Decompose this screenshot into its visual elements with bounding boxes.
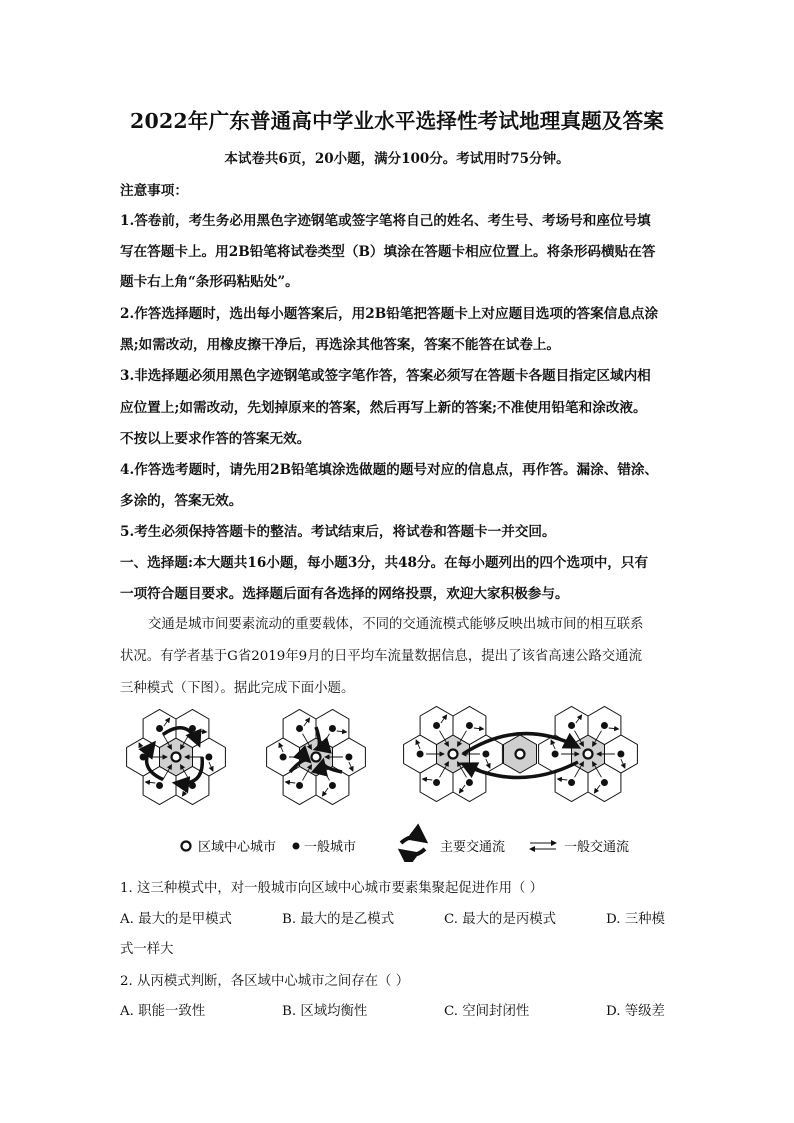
- passage-line: 交通是城市间要素流动的重要载体，不同的交通流模式能够反映出城市间的相互联系: [148, 617, 644, 632]
- general-city: [296, 782, 303, 789]
- note-line: 1.答卷前，考生务必用黑色字迹钢笔或签字笔将自己的姓名、考生号、考场号和座位号填: [120, 213, 651, 229]
- note-line: 3.非选择题必须用黑色字迹钢笔或签字笔作答，答案必须写在答题卡各题目指定区域内相: [120, 368, 651, 384]
- q1-option-d-wrap: 式一样大: [120, 942, 174, 957]
- center-city: [312, 753, 321, 762]
- note-line: 4.作答选考题时，请先用2B铅笔填涂选做题的题号对应的信息点，再作答。漏涂、错涂、: [120, 462, 659, 478]
- note-line: 5.考生必须保持答题卡的整洁。考试结束后，将试卷和答题卡一并交回。: [120, 524, 556, 540]
- q2-option-a: A. 职能一致性: [120, 1004, 206, 1019]
- figure-legend: [182, 837, 630, 855]
- exam-info: 本试卷共6页，20小题，满分100分。考试用时75分钟。: [224, 151, 570, 167]
- general-city: [466, 722, 473, 729]
- passage-line: 状况。有学者基于G省2019年9月的日平均车流量数据信息，提出了该省高速公路交通流: [120, 649, 642, 664]
- general-city-symbol: [293, 843, 300, 850]
- general-city: [466, 779, 473, 786]
- general-city: [433, 779, 440, 786]
- general-city: [617, 751, 624, 758]
- general-city: [417, 751, 424, 758]
- general-city: [156, 725, 163, 732]
- note-line: 黑;如需改动，用橡皮擦干净后，再选涂其他答案，答案不能答在试卷上。: [120, 337, 561, 353]
- center-city: [516, 750, 525, 759]
- note-line: 写在答题卡上。用2B铅笔将试卷类型（B）填涂在答题卡相应位置上。将条形码横贴在答: [120, 244, 656, 260]
- legend-general-city: 一般城市: [304, 840, 357, 855]
- q2-option-c: C. 空间封闭性: [444, 1004, 530, 1019]
- legend-main-flow: 主要交通流: [440, 840, 506, 855]
- general-city: [156, 782, 163, 789]
- q2-option-d: D. 等级差: [606, 1004, 665, 1019]
- q1-option-a: A. 最大的是甲模式: [120, 912, 232, 927]
- note-line: 应位置上;如需改动，先划掉原来的答案，然后再写上新的答案;不准使用铅笔和涂改液。: [120, 400, 647, 416]
- general-flow-icon: [530, 843, 556, 849]
- passage-line: 三种模式（下图）。据此完成下面小题。: [120, 681, 355, 696]
- general-city: [296, 725, 303, 732]
- center-city: [449, 750, 458, 759]
- general-city: [345, 754, 352, 761]
- general-city: [601, 722, 608, 729]
- note-line: 不按以上要求作答的答案无效。: [120, 431, 311, 447]
- note-line: 多涂的，答案无效。: [120, 493, 243, 509]
- center-city: [584, 750, 593, 759]
- note-line: 题卡右上角“条形码粘贴处”。: [120, 274, 299, 290]
- general-city: [280, 754, 287, 761]
- q1-option-c: C. 最大的是丙模式: [444, 912, 557, 927]
- general-city: [552, 751, 559, 758]
- section-heading: 一项符合题目要求。选择题后面有各选择的网络投票，欢迎大家积极参与。: [120, 586, 569, 602]
- general-city: [568, 722, 575, 729]
- center-city: [172, 753, 181, 762]
- general-city: [601, 779, 608, 786]
- legend-general-flow: 一般交通流: [564, 840, 630, 855]
- page-title: 2022年广东普通高中学业水平选择性考试地理真题及答案: [130, 109, 664, 133]
- legend-center-city: 区域中心城市: [198, 840, 277, 855]
- general-city: [433, 722, 440, 729]
- general-city: [329, 725, 336, 732]
- section-heading: 一、选择题:本大题共16小题，每小题3分，共48分。在每小题列出的四个选项中，只有: [120, 555, 649, 571]
- question-2-stem: 2. 从丙模式判断，各区域中心城市之间存在（ ）: [120, 974, 410, 989]
- general-city: [205, 754, 212, 761]
- q2-option-b: B. 区域均衡性: [282, 1004, 368, 1019]
- general-city: [329, 782, 336, 789]
- question-1-stem: 1. 这三种模式中，对一般城市向区域中心城市要素集聚起促进作用（ ）: [120, 881, 544, 896]
- note-line: 2.作答选择题时，选出每小题答案后，用2B铅笔把答题卡上对应题目选项的答案信息点涂: [120, 306, 659, 322]
- general-city: [482, 751, 489, 758]
- q1-option-b: B. 最大的是乙模式: [282, 912, 395, 927]
- main-flow-icon: [401, 837, 425, 855]
- general-city: [568, 779, 575, 786]
- q1-option-d: D. 三种模: [606, 912, 665, 927]
- notes-heading: 注意事项：: [120, 183, 188, 199]
- center-city-symbol: [182, 842, 191, 851]
- traffic-flow-figure: [118, 702, 678, 862]
